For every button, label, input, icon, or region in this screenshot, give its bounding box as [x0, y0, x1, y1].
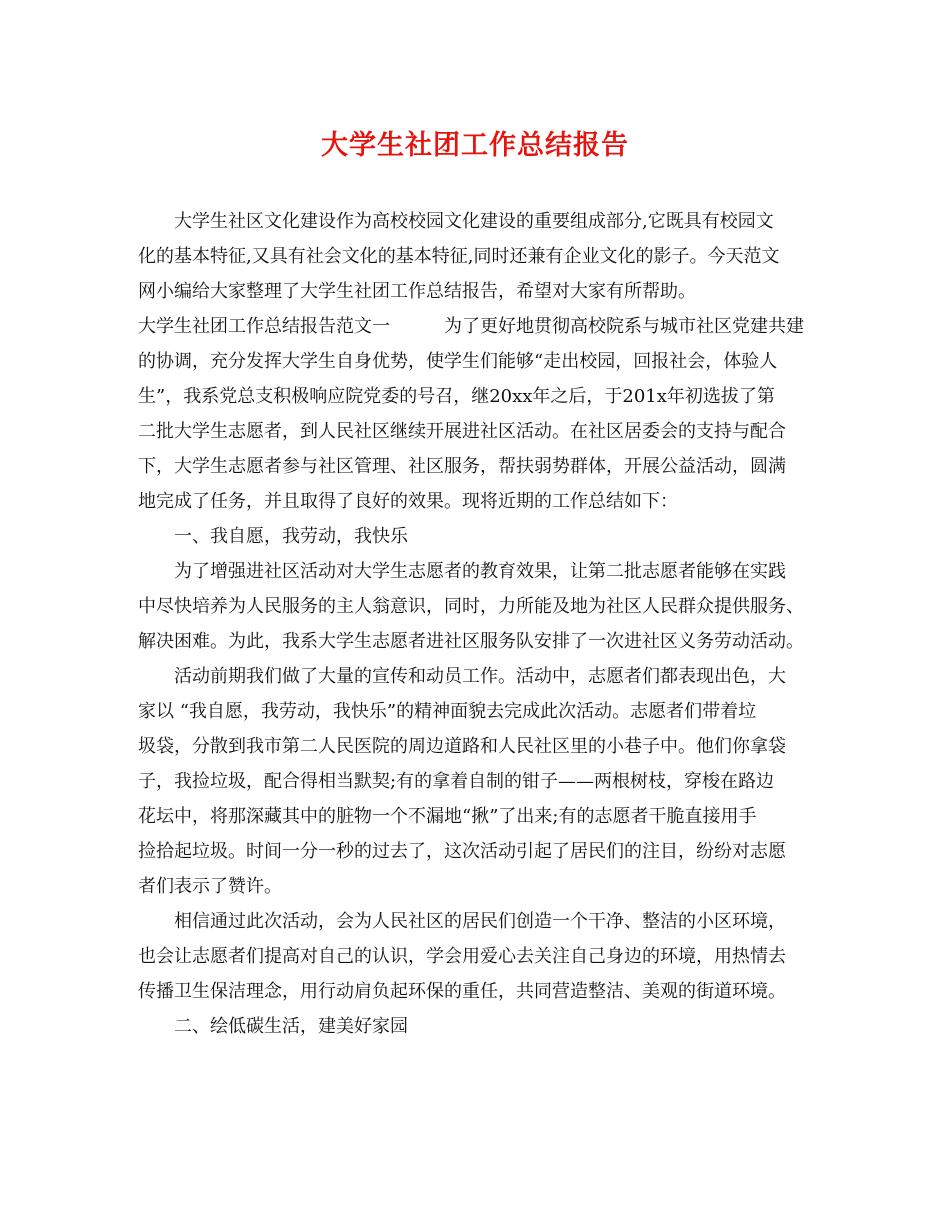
text-line-content: 解决困难。为此，我系大学生志愿者进社区服务队安排了一次进社区义务劳动活动。	[138, 631, 804, 652]
text-line-content: 二批大学生志愿者，到人民社区继续开展进社区活动。在社区居委会的支持与配合	[138, 421, 786, 442]
text-line	[138, 694, 818, 729]
text-line-content: 也会让志愿者们提高对自己的认识，学会用爱心去关注自己身边的环境，用热情去	[138, 946, 786, 967]
text-line	[138, 799, 818, 834]
text-line-content: 圾袋，分散到我市第二人民医院的周边道路和人民社区里的小巷子中。他们你拿袋	[138, 736, 786, 757]
text-line	[138, 624, 818, 659]
text-line-content: 下，大学生志愿者参与社区管理、社区服务，帮扶弱势群体，开展公益活动，圆满	[138, 456, 786, 477]
text-line-content: 大学生社团工作总结报告范文一	[138, 316, 390, 337]
text-line	[138, 344, 818, 379]
text-line	[138, 1009, 818, 1044]
text-line-content: 花坛中，将那深藏其中的脏物一个不漏地“揪”了出来;有的志愿者干脆直接用手	[138, 806, 757, 827]
document-body	[138, 204, 818, 1044]
text-line	[138, 449, 818, 484]
text-line	[138, 414, 818, 449]
document-title: 大学生社团工作总结报告	[321, 130, 629, 161]
text-line-content: 的协调，充分发挥大学生自身优势，使学生们能够“走出校园，回报社会，体验人	[138, 351, 778, 372]
text-line-content: 生”，我系党总支积极响应院党委的号召，继20xx年之后，于201x年初选拔了第	[138, 386, 775, 407]
text-line	[138, 904, 818, 939]
text-line	[138, 484, 818, 519]
text-line-content: 捡拾起垃圾。时间一分一秒的过去了，这次活动引起了居民们的注目，纷纷对志愿	[138, 841, 786, 862]
text-line-content: 大学生社区文化建设作为高校校园文化建设的重要组成部分,它既具有校园文	[174, 211, 774, 232]
text-line	[138, 554, 818, 589]
text-line-content: 为了增强进社区活动对大学生志愿者的教育效果，让第二批志愿者能够在实践	[174, 561, 786, 582]
text-line-content: 地完成了任务，并且取得了良好的效果。现将近期的工作总结如下：	[138, 491, 678, 512]
text-line	[138, 659, 818, 694]
text-line	[138, 274, 818, 309]
text-line	[138, 204, 818, 239]
text-line-content: 传播卫生保洁理念，用行动肩负起环保的重任，共同营造整洁、美观的街道环境。	[138, 981, 786, 1002]
text-line-content: 化的基本特征,又具有社会文化的基本特征,同时还兼有企业文化的影子。今天范文	[138, 246, 780, 267]
text-line	[138, 589, 818, 624]
text-line-content: 相信通过此次活动，会为人民社区的居民们创造一个干净、整洁的小区环境，	[174, 911, 786, 932]
text-line	[138, 379, 818, 414]
text-line	[138, 834, 818, 869]
text-line-content: 网小编给大家整理了大学生社团工作总结报告，希望对大家有所帮助。	[138, 281, 696, 302]
text-line-content: 二、绘低碳生活，建美好家园	[174, 1016, 408, 1037]
text-line-content: 一、我自愿，我劳动，我快乐	[174, 526, 408, 547]
text-line-content: 家以 “我自愿，我劳动，我快乐”的精神面貌去完成此次活动。志愿者们带着垃	[138, 701, 757, 722]
text-line-content: 中尽快培养为人民服务的主人翁意识，同时，力所能及地为社区人民群众提供服务、	[138, 596, 804, 617]
text-line	[138, 729, 818, 764]
text-line	[138, 239, 818, 274]
text-line	[138, 939, 818, 974]
text-line-continuation: 为了更好地贯彻高校院系与城市社区党建共建	[444, 316, 804, 337]
text-line-content: 活动前期我们做了大量的宣传和动员工作。活动中，志愿者们都表现出色，大	[174, 666, 786, 687]
text-line	[138, 309, 818, 344]
text-line-content: 者们表示了赞许。	[138, 876, 282, 897]
text-line	[138, 869, 818, 904]
text-line-content: 子，我捡垃圾，配合得相当默契;有的拿着自制的钳子——两根树枝，穿梭在路边	[138, 771, 775, 792]
text-line	[138, 764, 818, 799]
text-line	[138, 974, 818, 1009]
text-line	[138, 519, 818, 554]
